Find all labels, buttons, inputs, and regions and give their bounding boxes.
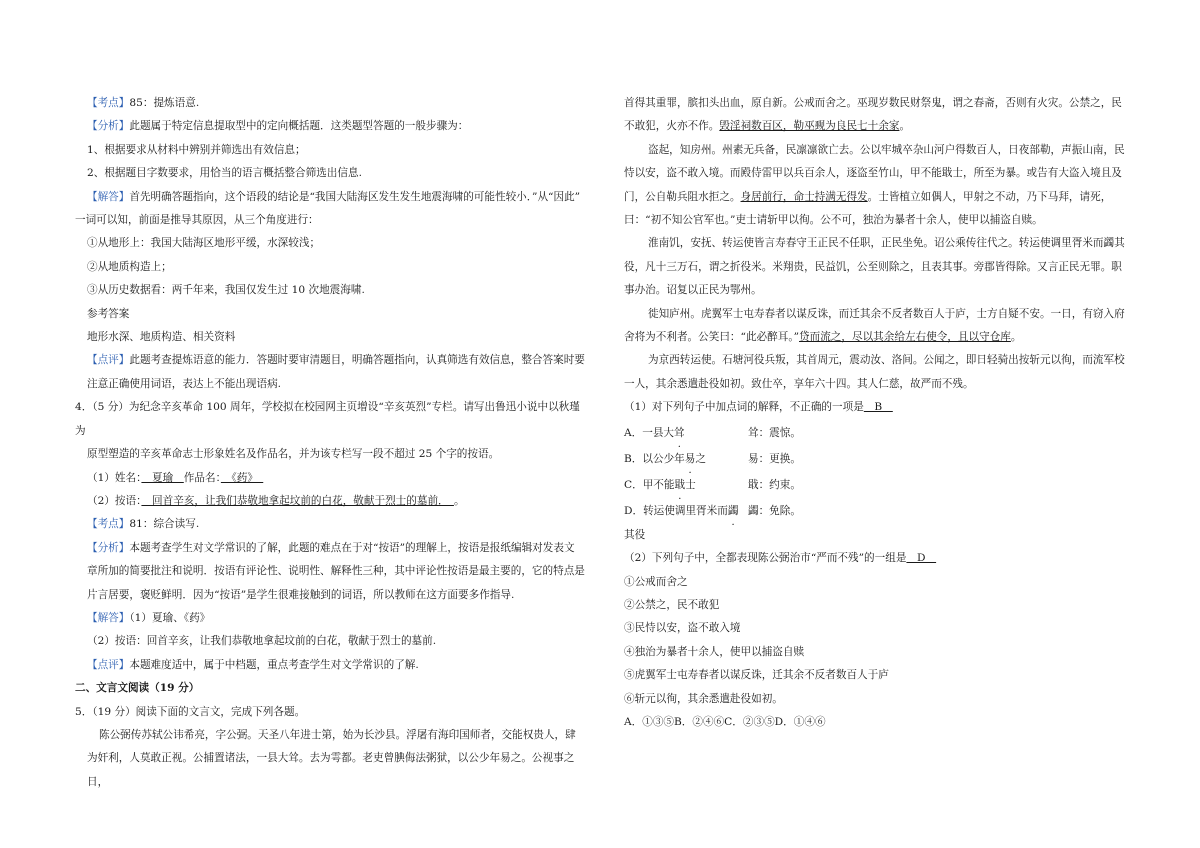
subquestion-1 [624, 396, 1134, 419]
underlined-sentence: 贷而流之，尽以其余给左右使令，且以守仓库 [799, 331, 1011, 344]
fenxi-tag: 【分析】 [87, 541, 130, 554]
subquestion-2 [624, 547, 1134, 570]
option-d [624, 498, 1134, 524]
underlined-sentence: 身居前行，命士持满无得发 [740, 190, 868, 203]
question-4-part2 [75, 490, 590, 513]
sentence-5: ⑤虎翼军士屯寿春者以谋反诛，迁其余不反者数百人于庐 [624, 669, 889, 682]
jieda-1 [75, 186, 590, 209]
passage-p1-b [624, 115, 1134, 138]
kaodian-tag: 【考点】 [87, 518, 130, 531]
text: C．甲不能 [624, 478, 675, 491]
jieda-1-cont: 一词可以知，前面是推导其原因，从三个角度进行： [75, 214, 319, 227]
point-1: ①从地形上：我国大陆海区地形平缓，水深较浅； [87, 237, 321, 250]
name-answer: 夏瑜 [141, 471, 184, 484]
text: B．以公少年 [624, 452, 685, 465]
passage-p2-c [624, 186, 1134, 209]
option-b [624, 446, 1134, 472]
jieda-tag: 【解答】 [87, 190, 130, 203]
sentence-4: ④独治为暴者十余人，使甲以捕盗自赎 [624, 645, 805, 658]
left-column [75, 92, 590, 794]
reference-answer: 地形水深、地质构造、相关资料 [87, 331, 236, 344]
point-3: ③从历史数据看：两千年来，我国仅发生过 10 次地震海啸. [87, 284, 365, 297]
question-4-cont: 原型塑造的辛亥革命志士形象姓名及作品名，并为该专栏写一段不超过 25 个字的按语。 [87, 448, 500, 461]
text: D．转运使调里胥米而 [624, 504, 728, 517]
gloss: 蠲：免除。 [748, 504, 801, 517]
dianping-1 [75, 349, 590, 372]
fenxi-text: 此题属于特定信息提取型中的定向概括题．这类题型答题的一般步骤为： [129, 120, 469, 133]
reference-label: 参考答案 [87, 307, 130, 320]
question-4: 4．（5 分）为纪念辛亥革命 100 周年，学校拟在校园网主页增设“辛亥英烈”专栏。请写出鲁迅小说中以秋瑾为 [75, 401, 580, 437]
answer-choices: A．①③⑤B．②④⑥C．②③⑤D．①④⑥ [624, 715, 826, 728]
fenxi-2-cont-c: 片言居要，褒贬鲜明．因为“按语”是学生很难接触到的词语，所以教师在这方面要多作指导. [87, 588, 515, 601]
fenxi-1 [75, 115, 590, 138]
text: 门，公自勒兵阻水拒之。 [624, 190, 741, 203]
kaodian-1 [75, 92, 590, 115]
passage-p2-b: 恃以安，盗不敢入境。而殿侍雷甲以兵百余人，逐盗至竹山，甲不能戢士，所至为暴。或告有大盗入境且及 [624, 167, 1122, 180]
note-answer: 回首辛亥，让我们恭敬地拿起坟前的白花，敬献于烈士的墓前． [141, 494, 454, 507]
gloss: 易：更换。 [748, 452, 801, 465]
fenxi-2 [75, 537, 590, 560]
jieda-2 [75, 607, 590, 630]
passage-p1-a: 首得其重罪，膑扣头出血，原自新。公戒而舍之。巫现岁数民财祭鬼，谓之春斋，否则有火灾。公禁之，民 [624, 97, 1122, 109]
jieda-2-cont: （2）按语：回首辛亥，让我们恭敬地拿起坟前的白花，敬献于烈士的墓前. [87, 635, 437, 648]
text: A．一县大 [624, 426, 675, 439]
dotted-char: 耸 [674, 426, 685, 439]
text: 舍将为不利者。公笑曰：“此必醉耳。” [624, 331, 800, 344]
passage-line-1: 陈公弼传苏轼公讳希亮，字公弼。天圣八年进士第，始为长沙县。浮屠有海印国师者，交能权贵人，肆 [99, 728, 576, 741]
option-a [624, 420, 1134, 446]
dotted-char: 戢 [674, 478, 686, 491]
passage-p2-d: 曰：“初不知公官军也。”吏士请斩甲以徇。公不可，独治为暴者十余人，使甲以捕盗自赎。 [624, 214, 1043, 227]
dotted-char: 易 [684, 452, 696, 465]
text: 。 [1010, 331, 1022, 344]
text: 之 [695, 452, 706, 465]
note-end: 。 [453, 494, 465, 507]
fenxi-tag: 【分析】 [87, 120, 130, 133]
dianping-tag: 【点评】 [87, 658, 130, 671]
dianping-tag: 【点评】 [87, 354, 130, 367]
text: 。士皆植立如偶人，甲射之不动，乃下马拜，请死， [867, 190, 1112, 203]
section-heading: 二、文言文阅读（19 分） [75, 682, 200, 695]
passage-p3-b: 役，凡十三万石，谓之折役米。米翔贵，民益饥，公至则除之，且表其事。旁郡皆得除。又言正民无罪。职 [624, 260, 1122, 273]
jieda-text: （1）夏瑜、《药》 [129, 611, 211, 624]
dotted-char: 蠲 [727, 504, 739, 517]
text: （2）下列句子中，全都表现陈公弼治市“严而不残”的一组是 [624, 552, 907, 565]
step-1: 1、根据要求从材料中辨别并筛选出有效信息； [87, 143, 306, 156]
passage-p4-a: 徙知庐州。虎翼军士屯寿春者以谋反诛，而迁其余不反者数百人于庐，士方自疑不安。一日，有窃入府 [648, 307, 1125, 320]
note-label: （2）按语： [87, 494, 142, 507]
dianping-1-cont: 注意正确使用词语，表达上不能出现语病. [87, 377, 282, 390]
work-answer: 《药》 [220, 471, 264, 484]
passage-line-2: 为奸利，人莫敢正视。公捕置诸法，一县大耸。去为雩都。老吏曾腆侮法粥狱，以公少年易之。公视事之日， [87, 752, 575, 788]
sentence-3: ③民恃以安，盗不敢入境 [624, 622, 741, 635]
fenxi-text-a: 本题考查学生对文学常识的了解，此题的难点在于对“按语”的理解上，按语是报纸编辑对发表文 [129, 541, 575, 554]
kaodian-text: 81：综合读写. [129, 518, 200, 531]
passage-p2-a: 盗起，知房州。州素无兵备，民凛凛欲亡去。公以牢城卒杂山河户得数百人，日夜部勒，声振山南，民 [648, 143, 1125, 156]
passage-p3-a: 淮南饥，安抚、转运使皆言寿春守王正民不任职，正民坐免。诏公乘传往代之。转运使调里胥米而蠲其 [648, 237, 1125, 250]
dianping-text: 本题难度适中，属于中档题，重点考查学生对文学常识的了解. [129, 658, 419, 671]
point-2: ②从地质构造上； [87, 260, 172, 273]
answer: B [863, 401, 893, 414]
underlined-sentence: 毁淫祠数百区，勒巫觋为良民七十余家 [719, 120, 900, 133]
sentence-2: ②公禁之，民不敢犯 [624, 598, 720, 611]
passage-p5-b: 一人，其余悉遣赴役如初。致仕卒，享年六十四。其人仁慈，故严而不残。 [624, 377, 974, 390]
kaodian-2 [75, 513, 590, 536]
text: 士 [685, 478, 696, 491]
fenxi-2-cont-b: 章所加的简要批注和说明．按语有评论性、说明性、解释性三种，其中评论性按语是最主要的，它的特点是 [87, 565, 585, 578]
kaodian-tag: 【考点】 [87, 97, 130, 109]
jieda-tag: 【解答】 [87, 611, 130, 624]
question-5: 5．（19 分）阅读下面的文言文，完成下列各题。 [75, 705, 306, 718]
jieda-text-a: 首先明确答题指向，这个语段的结论是“我国大陆海区发生发生地震海啸的可能性较小．”从“因此” [129, 190, 581, 203]
kaodian-text: 85：提炼语意. [129, 97, 200, 109]
option-d-tail: 其役 [624, 528, 646, 541]
passage-p5-a: 为京西转运使。石塘河役兵叛，其首周元，震动汝、洛间。公闻之，即日轻骑出按斩元以徇，而流军校 [648, 354, 1125, 367]
text: （1）对下列句子中加点词的解释，不正确的一项是 [624, 401, 864, 414]
answer: D [906, 552, 937, 565]
passage-p3-c: 事办治。诏复以正民为鄂州。 [624, 284, 762, 297]
work-label: 作品名： [183, 471, 221, 484]
text: 。 [899, 120, 911, 133]
sentence-6: ⑥斩元以徇，其余悉遣赴役如初。 [624, 692, 783, 705]
step-2: 2、根据题目字数要求，用恰当的语言概括整合筛选出信息. [87, 167, 362, 180]
text: 不敢犯，火亦不作。 [624, 120, 720, 133]
name-label: （1）姓名： [87, 471, 142, 484]
dianping-text-a: 此题考查提炼语意的能力．答题时要审清题目，明确答题指向，认真筛选有效信息，整合答案时要 [129, 354, 585, 367]
option-c [624, 472, 1134, 498]
question-4-part1 [75, 467, 590, 490]
gloss: 戢：约束。 [748, 478, 801, 491]
right-column [624, 92, 1134, 734]
sentence-1: ①公戒而舍之 [624, 575, 688, 588]
gloss: 耸：震惊。 [748, 426, 801, 439]
passage-p4-b [624, 326, 1134, 349]
dianping-2 [75, 654, 590, 677]
